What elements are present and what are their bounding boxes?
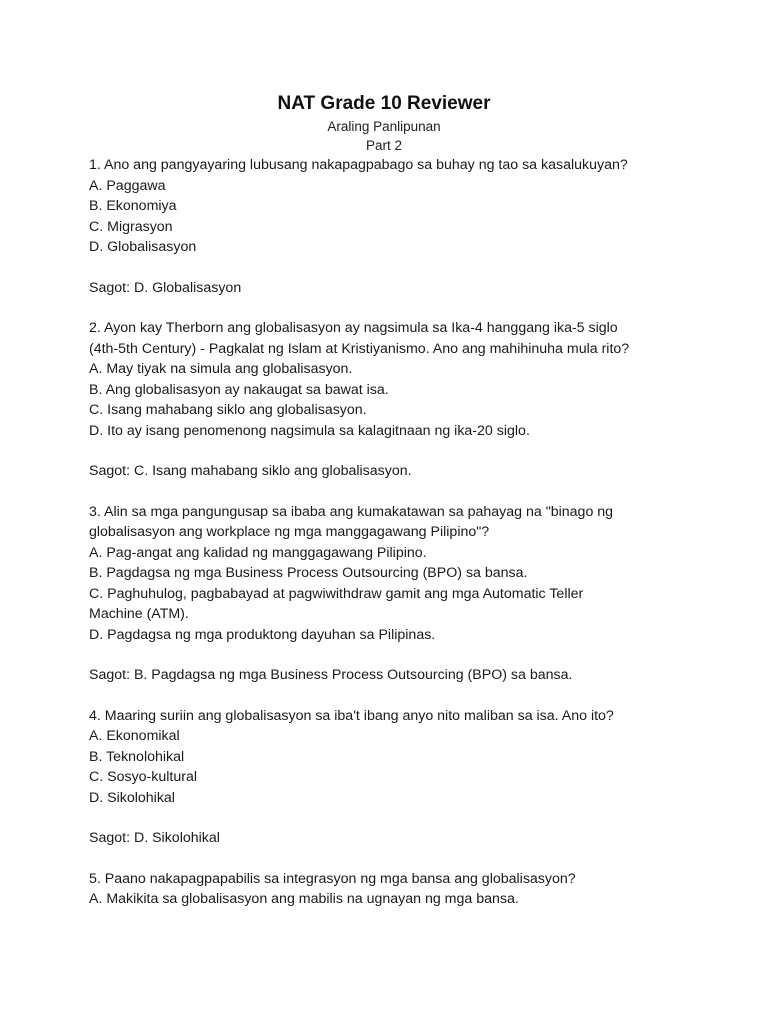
answer-choice: D. Sikolohikal	[89, 789, 175, 806]
question-stem: 2. Ayon kay Therborn ang globalisasyon ay nagsimula sa Ika-4 hanggang ika-5 siglo	[89, 320, 618, 336]
document-header	[0, 92, 768, 154]
question-stem: 1. Ano ang pangyayaring lubusang nakapagpabago sa buhay ng tao sa kasalukuyan?	[89, 157, 628, 173]
answer-key: Sagot: C. Isang mahabang siklo ang globalisasyon.	[89, 463, 412, 479]
answer-choice: B. Teknolohikal	[89, 748, 185, 765]
answer-choice: A. May tiyak na simula ang globalisasyon.	[89, 361, 353, 377]
page-title: NAT Grade 10 Reviewer	[277, 93, 491, 114]
answer-choice: Machine (ATM).	[89, 606, 189, 622]
answer-choice: D. Ito ay isang penomenong nagsimula sa kalagitnaan ng ika-20 siglo.	[89, 422, 530, 439]
question-item	[89, 502, 689, 686]
answer-choice: B. Pagdagsa ng mga Business Process Outsourcing (BPO) sa bansa.	[89, 565, 528, 581]
answer-key: Sagot: D. Sikolohikal	[89, 830, 220, 846]
question-item	[89, 318, 689, 482]
question-stem: globalisasyon ang workplace ng mga manggagawang Pilipino"?	[89, 524, 490, 540]
answer-key: Sagot: B. Pagdagsa ng mga Business Process Outsourcing (BPO) sa bansa.	[89, 667, 573, 683]
page-subtitle: Araling Panlipunan	[327, 119, 441, 134]
question-stem: (4th-5th Century) - Pagkalat ng Islam at Kristiyanismo. Ano ang mahihinuha mula rito?	[89, 340, 630, 357]
answer-choice: B. Ekonomiya	[89, 198, 177, 214]
question-item	[89, 706, 689, 849]
answer-key: Sagot: D. Globalisasyon	[89, 279, 242, 296]
question-list	[89, 155, 689, 910]
answer-choice: C. Isang mahabang siklo ang globalisasyon.	[89, 402, 367, 418]
page-part-label: Part 2	[365, 138, 403, 153]
question-stem: 4. Maaring suriin ang globalisasyon sa iba't ibang anyo nito maliban sa isa. Ano ito?	[89, 707, 614, 724]
question-item	[89, 155, 689, 298]
answer-choice: C. Paghuhulog, pagbabayad at pagwiwithdraw gamit ang mga Automatic Teller	[89, 585, 584, 602]
answer-choice: A. Pag-angat ang kalidad ng manggagawang Pilipino.	[89, 544, 427, 561]
answer-choice: C. Migrasyon	[89, 218, 173, 235]
answer-choice: D. Pagdagsa ng mga produktong dayuhan sa Pilipinas.	[89, 626, 436, 643]
question-stem: 5. Paano nakapagpapabilis sa integrasyon ng mga bansa ang globalisasyon?	[89, 870, 576, 887]
answer-choice: B. Ang globalisasyon ay nakaugat sa bawat isa.	[89, 381, 389, 398]
answer-choice: A. Ekonomikal	[89, 728, 180, 744]
answer-choice: D. Globalisasyon	[89, 239, 197, 255]
answer-choice: A. Makikita sa globalisasyon ang mabilis na ugnayan ng mga bansa.	[89, 891, 519, 907]
question-item	[89, 869, 689, 910]
answer-choice: A. Paggawa	[89, 177, 166, 194]
answer-choice: C. Sosyo-kultural	[89, 769, 198, 785]
question-stem: 3. Alin sa mga pangungusap sa ibaba ang kumakatawan sa pahayag na "binago ng	[89, 503, 614, 520]
